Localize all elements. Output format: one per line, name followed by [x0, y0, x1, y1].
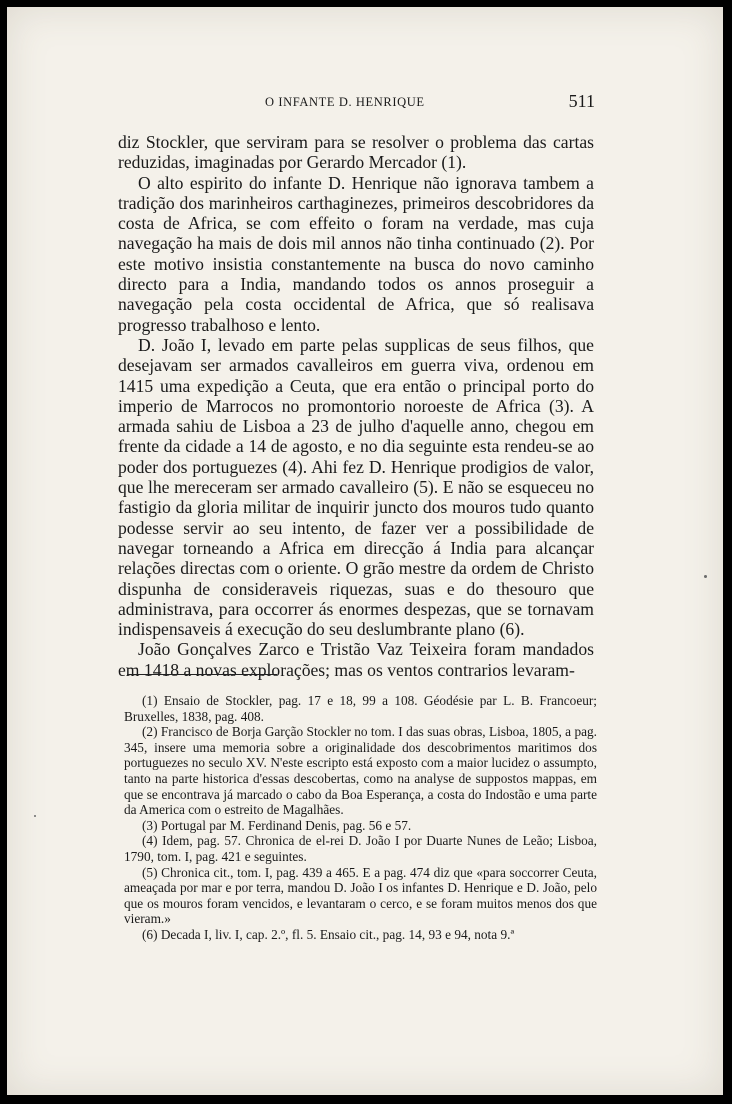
footnote-2: (2) Francisco de Borja Garção Stockler no tom. I das suas obras, Lisboa, 1805, a pag. 345, insere uma memoria sobre a originalidade dos descobrimentos maritimos dos portuguezes no seculo XV. N'este escripto está exposto com a maior lucidez o assumpto, tanto na parte historica d'essas descobertas, como na analyse de suppostos mappas, em que se encontrava já marcado o cabo da Boa Esperança, a costa do Indostão e uma parte da America com o estreito de Magalhães.	[124, 724, 597, 818]
paragraph-4: João Gonçalves Zarco e Tristão Vaz Teixeira foram mandados em 1418 a novas explorações; mas os ventos contrarios levaram-	[118, 639, 594, 680]
main-text	[118, 132, 594, 680]
paper-speck	[704, 575, 707, 578]
footnotes	[124, 693, 597, 943]
footnote-separator	[127, 674, 277, 675]
paragraph-3: D. João I, levado em parte pelas supplicas de seus filhos, que desejavam ser armados cavalleiros em guerra viva, ordenou em 1415 uma expedição a Ceuta, que era então o principal porto do imperio de Marrocos no promontorio noroeste de Africa (3). A armada sahiu de Lisboa a 23 de julho d'aquelle anno, chegou em frente da cidade a 14 de agosto, e no dia seguinte esta rendeu-se ao poder dos portuguezes (4). Ahi fez D. Henrique prodigios de valor, que lhe mereceram ser armado cavalleiro (5). E não se esqueceu no fastigio da gloria militar de inquirir juncto dos mouros tudo quanto podesse servir ao seu intento, de fazer ver a possibilidade de navegar torneando a Africa em direcção á India para alcançar relações directas com o oriente. O grão mestre da ordem de Christo dispunha de consideraveis riquezas, suas e do thesouro que administrava, para occorrer ás enormes despezas, que se tornavam indispensaveis á execução do seu deslumbrante plano (6).	[118, 334, 594, 640]
paragraph-1: diz Stockler, que serviram para se resolver o problema das cartas reduzidas, imaginadas por Gerardo Mercador (1).	[118, 132, 594, 173]
footnote-5: (5) Chronica cit., tom. I, pag. 439 a 465. E a pag. 474 diz que «para soccorrer Ceuta, ameaçada por mar e por terra, mandou D. João I os infantes D. Henrique e D. João, pelo que os mouros foram vencidos, e levantaram o cerco, e se foram muitos menos dos que vieram.»	[124, 864, 597, 927]
book-page	[7, 7, 723, 1095]
running-title: O INFANTE D. HENRIQUE	[265, 95, 425, 109]
footnote-6: (6) Decada I, liv. I, cap. 2.º, fl. 5. Ensaio cit., pag. 14, 93 e 94, nota 9.ª	[142, 926, 515, 942]
footnote-3: (3) Portugal par M. Ferdinand Denis, pag. 56 e 57.	[142, 817, 412, 833]
page-header	[125, 91, 595, 113]
page-number: 511	[568, 91, 595, 111]
footnote-1: (1) Ensaio de Stockler, pag. 17 e 18, 99 a 108. Géodésie par L. B. Francoeur; Bruxelles, 1838, pag. 408.	[124, 693, 597, 724]
paragraph-2: O alto espirito do infante D. Henrique não ignorava tambem a tradição dos marinheiros carthaginezes, primeiros descobridores da costa de Africa, se com effeito o foram na verdade, mas cuja navegação ha mais de dois mil annos não tinha continuado (2). Por este motivo insistia constantemente na busca do novo caminho directo para a India, mandando todos os annos proseguir a navegação pela costa occidental de Africa, que só realisava progresso trabalhoso e lento.	[118, 172, 594, 335]
footnote-4: (4) Idem, pag. 57. Chronica de el-rei D. João I por Duarte Nunes de Leão; Lisboa, 1790, tom. I, pag. 421 e seguintes.	[124, 833, 597, 864]
paper-speck	[34, 815, 36, 817]
